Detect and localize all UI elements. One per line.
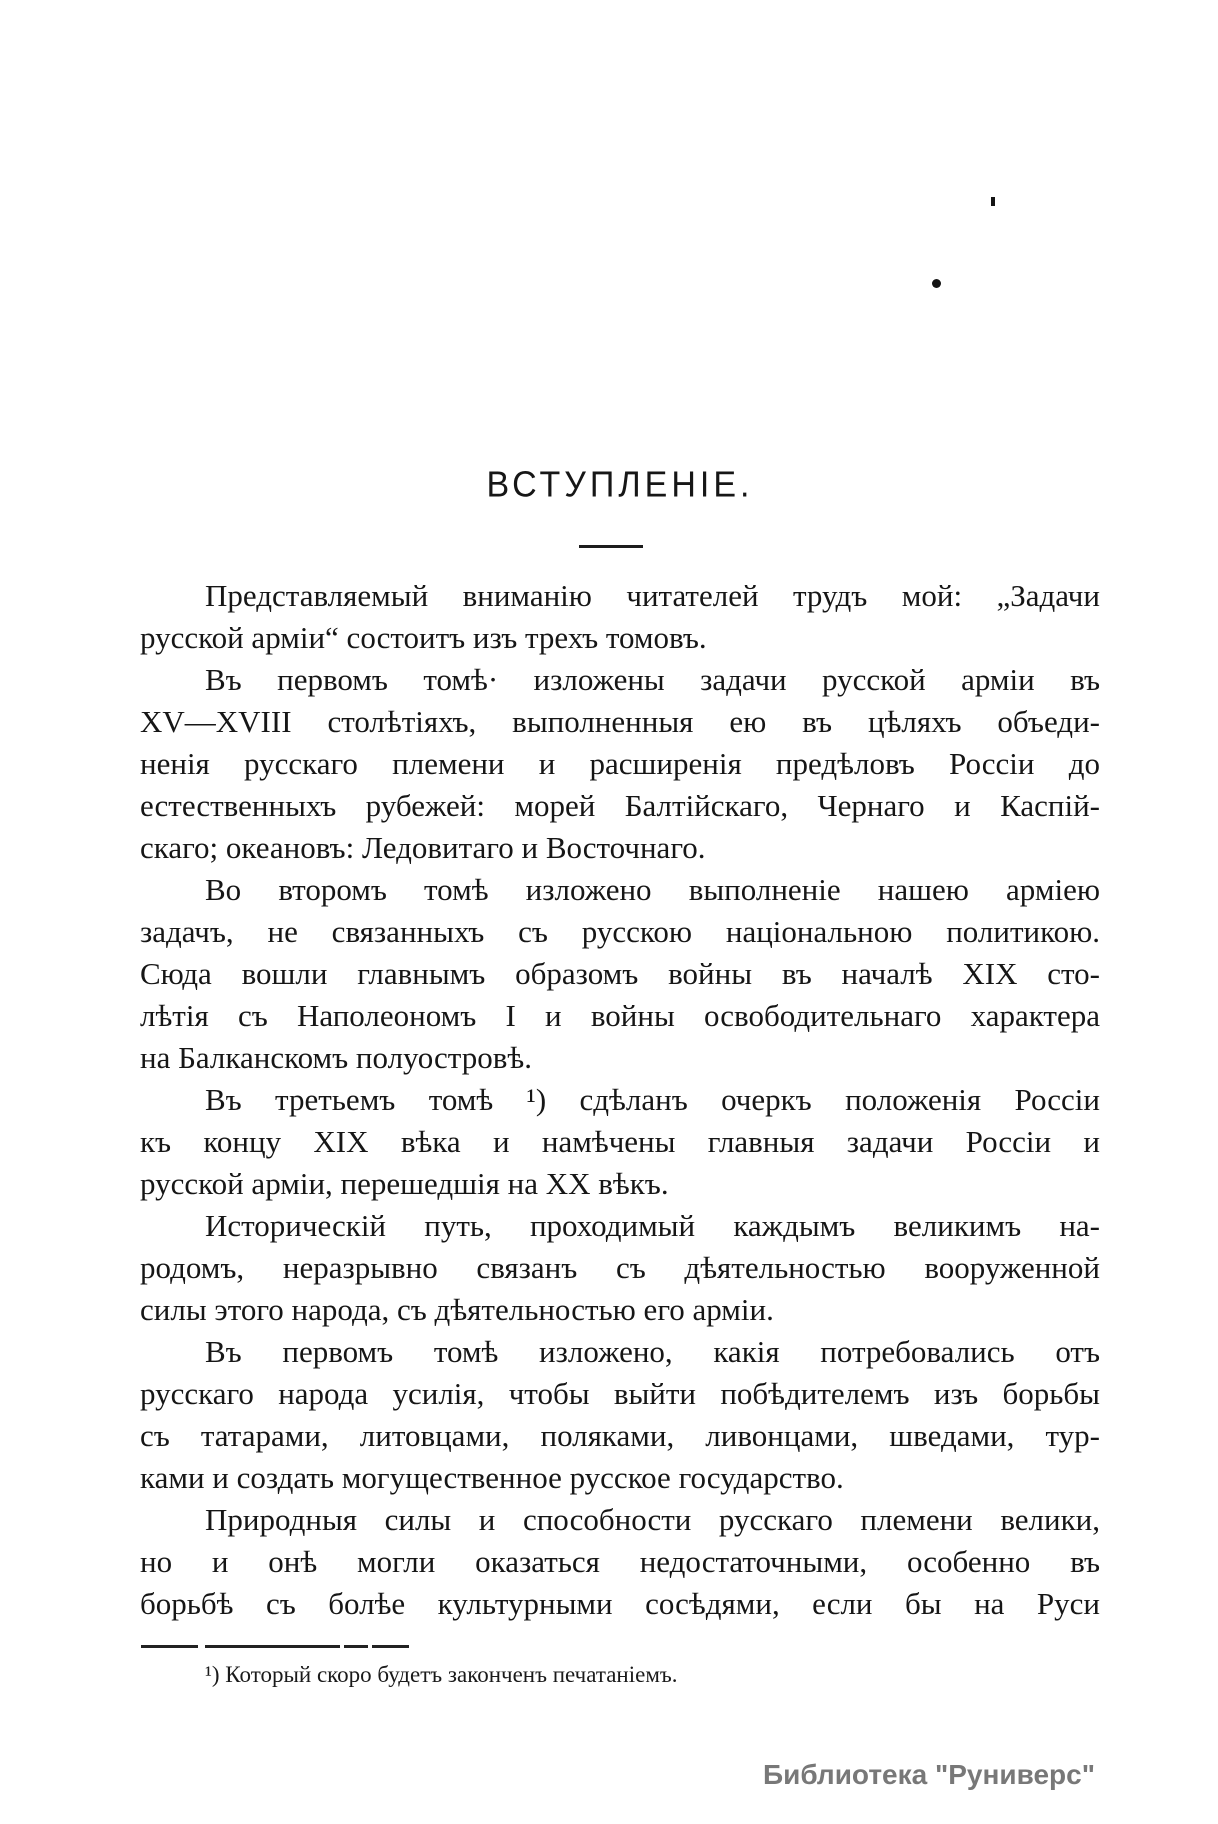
text-line: Природныя силы и способности русскаго племени велики, (205, 1502, 1100, 1537)
text-line: русскаго народа усилія, чтобы выйти побѣдителемъ изъ борьбы (140, 1376, 1100, 1411)
library-watermark: Библиотека "Руниверс" (762, 1759, 1095, 1790)
paragraph (140, 1499, 1100, 1625)
paragraph (140, 659, 1100, 869)
text-line: естественныхъ рубежей: морей Балтійскаго, Чернаго и Каспій- (140, 788, 1100, 823)
text-line: съ татарами, литовцами, поляками, ливонцами, шведами, тур- (140, 1418, 1100, 1453)
text-line: задачъ, не связанныхъ съ русскою національною политикою. (140, 914, 1100, 949)
text-line: Въ первомъ томѣ· изложены задачи русской арміи въ (205, 662, 1100, 697)
text-line: XV—XVIII столѣтіяхъ, выполненныя ею въ цѣляхъ объеди- (140, 704, 1100, 739)
text-line: Въ третьемъ томѣ ¹) сдѣланъ очеркъ положенія Россіи (205, 1082, 1100, 1117)
paragraph (140, 869, 1100, 1079)
text-line: родомъ, неразрывно связанъ съ дѣятельностью вооруженной (140, 1250, 1100, 1285)
title-divider-rule (579, 545, 643, 548)
paragraph (140, 1205, 1100, 1331)
text-line: ками и создать могущественное русское государство. (140, 1460, 844, 1495)
text-line: но и онѣ могли оказаться недостаточными, особенно въ (140, 1544, 1100, 1579)
paragraph (140, 1079, 1100, 1205)
ink-speck (932, 279, 941, 288)
text-line: борьбѣ съ болѣе культурными сосѣдями, если бы на Руси (140, 1586, 1100, 1621)
text-line: Въ первомъ томѣ изложено, какія потребовались отъ (205, 1334, 1100, 1369)
text-line: Представляемый вниманію читателей трудъ мой: „Задачи (205, 578, 1100, 613)
text-line: Сюда вошли главнымъ образомъ войны въ началѣ XIX сто- (140, 956, 1100, 991)
text-line: Историческій путь, проходимый каждымъ великимъ на- (205, 1208, 1100, 1243)
footnote: ¹) Который скоро будетъ законченъ печатаніемъ. (205, 1662, 678, 1687)
footnote-separator-rule (141, 1645, 409, 1648)
text-line: на Балканскомъ полуостровѣ. (140, 1040, 532, 1075)
ink-speck (991, 197, 995, 206)
paragraph (140, 1331, 1100, 1499)
chapter-title: ВСТУПЛЕНІЕ. (486, 465, 754, 505)
text-line: скаго; океановъ: Ледовитаго и Восточнаго. (140, 830, 706, 865)
text-line: Во второмъ томѣ изложено выполненіе нашею арміею (205, 872, 1100, 907)
text-line: къ концу XIX вѣка и намѣчены главныя задачи Россіи и (140, 1124, 1100, 1159)
text-block (140, 575, 1100, 1625)
text-line: ненія русскаго племени и расширенія предѣловъ Россіи до (140, 746, 1100, 781)
paragraph (140, 575, 1100, 659)
text-line: русской арміи“ состоитъ изъ трехъ томовъ. (140, 620, 707, 655)
text-line: силы этого народа, съ дѣятельностью его арміи. (140, 1292, 774, 1327)
text-line: русской арміи, перешедшія на XX вѣкъ. (140, 1166, 669, 1201)
text-line: лѣтія съ Наполеономъ I и войны освободительнаго характера (140, 998, 1100, 1033)
